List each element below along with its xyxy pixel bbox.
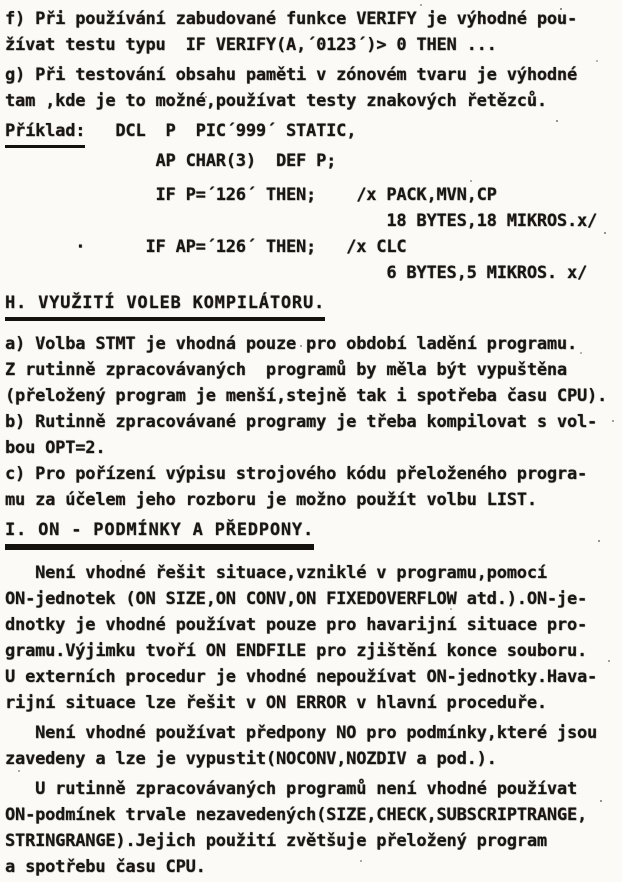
text-line: STRINGRANGE).Jejich použití zvětšuje přeložený program (5, 831, 547, 851)
text-line: ON-podmínek trvale nezavedených(SIZE,CHECK,SUBSCRIPTRANGE, (5, 805, 588, 825)
paragraph (5, 62, 618, 114)
section-heading (5, 517, 618, 550)
text-line: Není vhodné řešit situace,vzniklé v programu,pomocí (5, 563, 547, 583)
code-line: 18 BYTES,18 MIKROS.x/ (5, 211, 598, 231)
text-line: g) Při testování obsahu paměti v zónovém tvaru je výhodné (5, 65, 577, 85)
section-heading-text: I. ON - PODMÍNKY A PŘEDPONY. (5, 517, 314, 550)
text-line: f) Při používání zabudované funkce VERIFY je výhodné pou- (5, 9, 577, 29)
text-line: žívat testu typu IF VERIFY(A,´0123´)> 0 THEN ... (5, 35, 497, 55)
text-line: Není vhodné používat předpony NO pro podmínky,které jsou (5, 723, 598, 743)
code-line: · IF AP=´126´ THEN; /x CLC (5, 237, 407, 257)
text-line: mu za účelem jeho rozboru je možno použít volbu LIST. (5, 490, 537, 510)
text-line: (přeložený program je menší,stejně tak i spotřeba času CPU). (5, 386, 608, 406)
paragraph (5, 776, 618, 880)
text-line: rijní situace lze řešit v ON ERROR v hlavní proceduře. (5, 693, 547, 713)
paragraph (5, 720, 618, 772)
text-line: gramu.Výjimku tvoří ON ENDFILE pro zjištění konce souboru. (5, 641, 588, 661)
code-line: AP CHAR(3) DEF P; (5, 151, 337, 171)
example-label: Příklad: (5, 118, 85, 148)
text-line: tam ,kde je to možné,používat testy znakových řetězců. (5, 91, 547, 111)
paragraph (5, 331, 618, 513)
document-body (5, 6, 618, 880)
paragraph (5, 560, 618, 716)
text-line: zavedeny a lze je vypustit(NOCONV,NOZDIV a pod.). (5, 749, 497, 769)
text-line: a) Volba STMT je vhodná pouze pro období ladění programu. (5, 334, 577, 354)
text-line: U rutinně zpracovávaných programů není vhodné používat (5, 779, 577, 799)
text-line: b) Rutinně zpracovávané programy je třeba kompilovat s vol- (5, 412, 598, 432)
paragraph (5, 6, 618, 58)
code-line: IF P=´126´ THEN; /x PACK,MVN,CP (5, 185, 497, 205)
code-line (5, 118, 618, 148)
text-line: dnotky je vhodné používat pouze pro havarijní situace pro- (5, 615, 588, 635)
code-text: DCL P PIC´999´ STATIC, (85, 121, 357, 141)
text-line: bou OPT=2. (5, 438, 106, 458)
code-line: 6 BYTES,5 MIKROS. x/ (5, 263, 588, 283)
section-heading (5, 290, 618, 321)
code-example (5, 118, 618, 286)
text-line: Z rutinně zpracovávaných programů by měla být vypuštěna (5, 360, 567, 380)
text-line: U externích procedur je vhodné nepoužívat ON-jednotky.Hava- (5, 667, 598, 687)
section-heading-text: H. VYUŽITÍ VOLEB KOMPILÁTORU. (5, 290, 325, 321)
text-line: a spotřebu času CPU. (5, 857, 206, 877)
scan-noise (0, 0, 2, 2)
text-line: ON-jednotek (ON SIZE,ON CONV,ON FIXEDOVERFLOW atd.).ON-je- (5, 589, 588, 609)
text-line: c) Pro pořízení výpisu strojového kódu přeloženého progra- (5, 464, 588, 484)
